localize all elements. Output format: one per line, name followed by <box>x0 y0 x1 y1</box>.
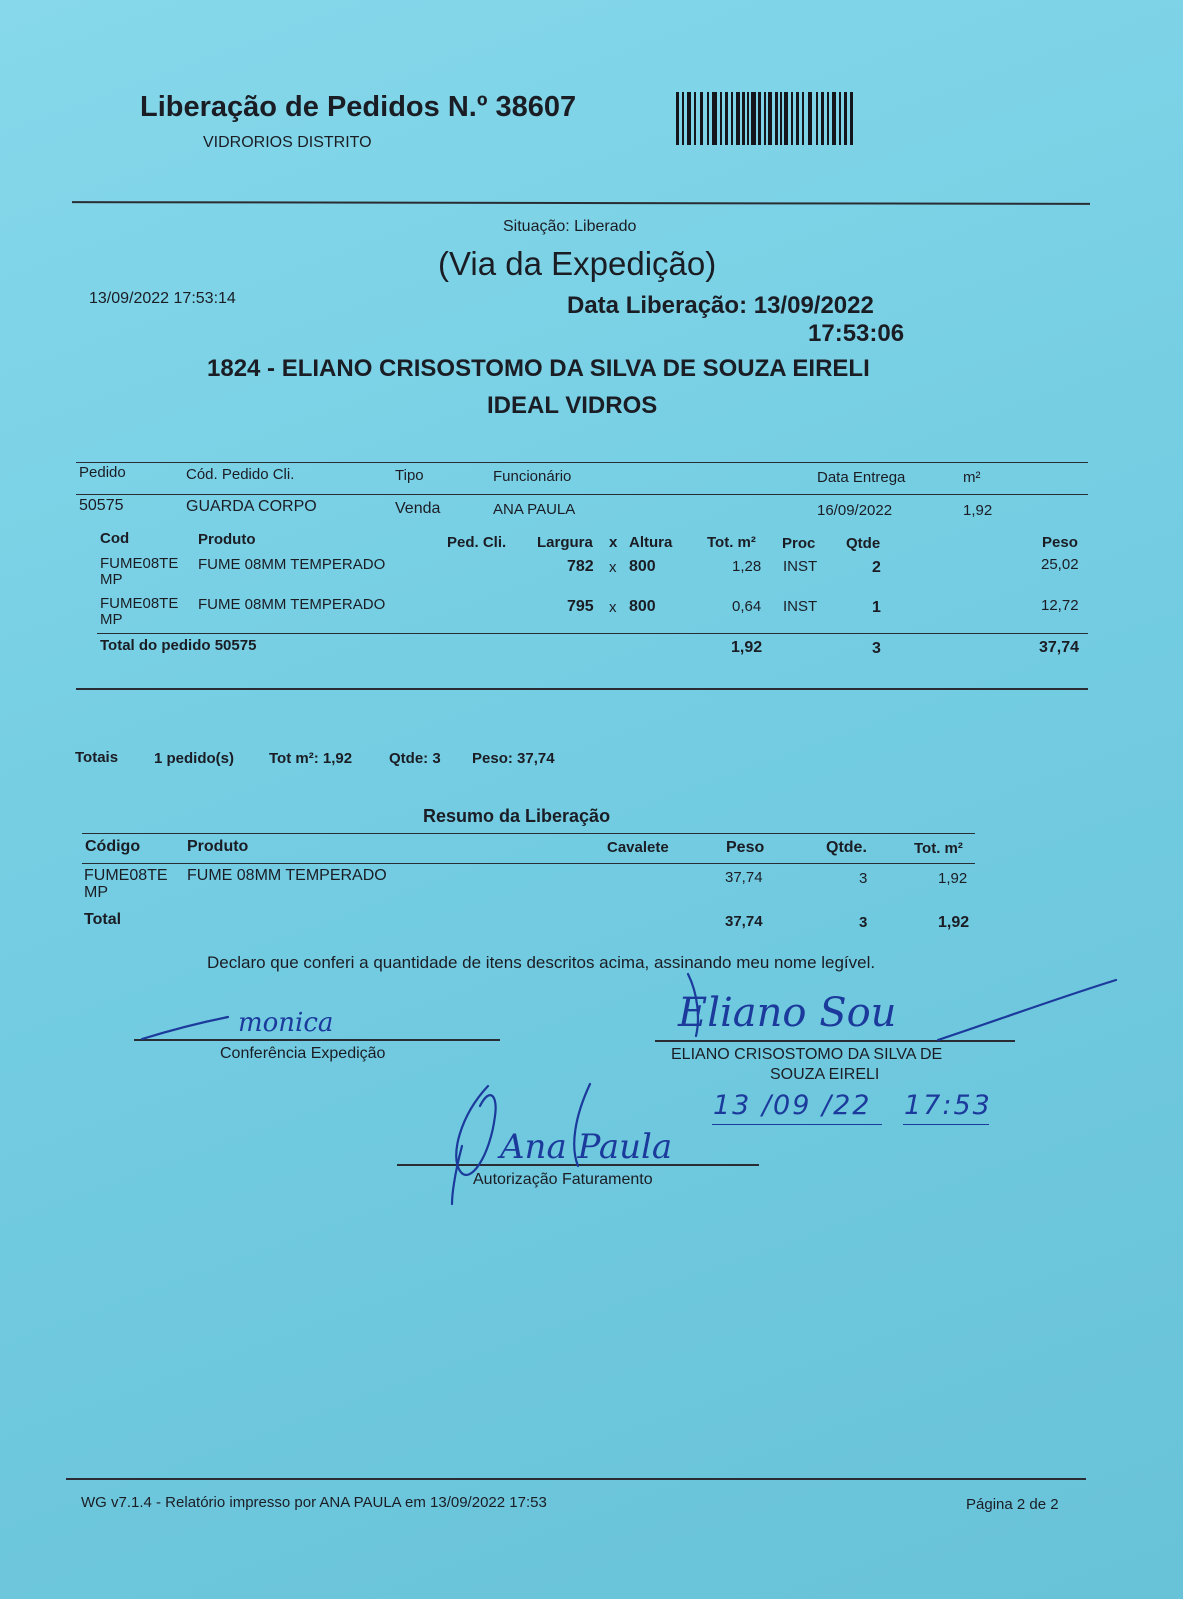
autorizacao-label: Autorização Faturamento <box>473 1171 653 1188</box>
order-employee: ANA PAULA <box>493 501 576 518</box>
page-number: Página 2 de 2 <box>966 1496 1059 1513</box>
col-data-entrega: Data Entrega <box>817 469 906 486</box>
order-total-m2: 1,92 <box>731 639 763 656</box>
summary-title: Resumo da Liberação <box>423 806 611 826</box>
summary-code: FUME08TE <box>84 867 168 884</box>
client-trade-name: IDEAL VIDROS <box>487 392 658 419</box>
items-col-qtde: Qtde <box>846 535 881 552</box>
summary-weight: 37,74 <box>725 869 763 886</box>
totals-weight: Peso: 37,74 <box>472 750 555 767</box>
item-x: x <box>609 559 617 576</box>
items-col-proc: Proc <box>782 535 816 552</box>
item-x: x <box>609 599 617 616</box>
item-width: 795 <box>567 598 594 615</box>
via-label: (Via da Expedição) <box>438 245 717 282</box>
summary-qty: 3 <box>859 870 868 887</box>
col-tipo: Tipo <box>395 467 424 484</box>
divider <box>82 863 975 864</box>
item-code-suffix: MP <box>100 611 123 628</box>
summary-total-qty: 3 <box>859 914 868 931</box>
order-total-weight: 37,74 <box>1039 639 1080 656</box>
summary-col-tot-m2: Tot. m² <box>914 840 963 857</box>
item-proc: INST <box>783 598 818 615</box>
divider <box>82 833 975 834</box>
handwritten-date: 13 /09 /22 <box>713 1090 872 1121</box>
item-code-suffix: MP <box>100 571 123 588</box>
item-code: FUME08TE <box>100 595 179 612</box>
svg-text:Eliano Sou: Eliano Sou <box>678 990 897 1036</box>
divider <box>97 633 1088 634</box>
status-text: Situação: Liberado <box>503 218 637 235</box>
client-signature-label-2: SOUZA EIRELI <box>770 1066 880 1083</box>
summary-total-weight: 37,74 <box>725 913 763 930</box>
summary-code-suffix: MP <box>84 884 108 901</box>
totals-m2: Tot m²: 1,92 <box>269 750 353 767</box>
summary-col-produto: Produto <box>187 838 249 855</box>
divider <box>72 201 1090 205</box>
item-width: 782 <box>567 558 594 575</box>
item-tot-m2: 1,28 <box>732 558 762 575</box>
document-title: Liberação de Pedidos N.º 38607 <box>140 91 577 123</box>
divider <box>76 462 1088 463</box>
totals-label: Totais <box>75 749 119 766</box>
release-time: 17:53:06 <box>808 320 905 347</box>
summary-col-cavalete: Cavalete <box>607 839 669 856</box>
summary-m2: 1,92 <box>938 870 968 887</box>
summary-col-peso: Peso <box>726 839 765 856</box>
order-m2: 1,92 <box>963 502 993 519</box>
items-col-produto: Produto <box>198 531 256 548</box>
items-col-peso: Peso <box>1042 534 1078 551</box>
conferencia-label: Conferência Expedição <box>220 1045 386 1062</box>
summary-product: FUME 08MM TEMPERADO <box>187 867 387 884</box>
items-col-x: x <box>609 534 618 551</box>
item-product: FUME 08MM TEMPERADO <box>198 556 386 573</box>
item-product: FUME 08MM TEMPERADO <box>198 596 386 613</box>
col-m2: m² <box>963 469 981 486</box>
divider <box>76 688 1088 690</box>
date-underline <box>712 1124 882 1125</box>
col-funcionario: Funcionário <box>493 468 572 485</box>
release-date: Data Liberação: 13/09/2022 <box>567 292 874 319</box>
svg-text:monica: monica <box>238 1008 334 1038</box>
client-name: 1824 - ELIANO CRISOSTOMO DA SILVA DE SOUZA EIRELI <box>207 355 870 382</box>
item-weight: 12,72 <box>1041 597 1079 614</box>
summary-total-m2: 1,92 <box>938 914 970 931</box>
order-number: 50575 <box>79 497 124 514</box>
declaration-text: Declaro que conferi a quantidade de itens descritos acima, assinando meu nome legível. <box>207 953 876 972</box>
items-col-altura: Altura <box>629 534 673 551</box>
printed-timestamp: 13/09/2022 17:53:14 <box>89 290 236 307</box>
item-height: 800 <box>629 558 656 575</box>
order-total-qty: 3 <box>872 640 881 657</box>
item-qty: 2 <box>872 559 881 576</box>
footer-divider <box>66 1478 1086 1480</box>
footer-print-info: WG v7.1.4 - Relatório impresso por ANA PAULA em 13/09/2022 17:53 <box>81 1494 547 1511</box>
divider <box>76 494 1088 495</box>
client-signature-label-1: ELIANO CRISOSTOMO DA SILVA DE <box>671 1046 943 1063</box>
order-total-label: Total do pedido 50575 <box>100 637 257 654</box>
barcode <box>676 92 856 145</box>
company-name: VIDRORIOS DISTRITO <box>203 134 372 151</box>
summary-total-label: Total <box>84 911 122 928</box>
summary-col-codigo: Código <box>85 838 141 855</box>
items-col-ped-cli: Ped. Cli. <box>447 534 507 551</box>
summary-col-qtde: Qtde. <box>826 839 867 856</box>
items-col-tot-m2: Tot. m² <box>707 534 756 551</box>
time-underline <box>903 1124 989 1125</box>
signature-conferencia <box>138 1003 368 1043</box>
items-col-largura: Largura <box>537 534 593 551</box>
totals-orders: 1 pedido(s) <box>154 750 235 767</box>
handwritten-time: 17:53 <box>904 1090 992 1121</box>
item-weight: 25,02 <box>1041 556 1079 573</box>
signature-client <box>658 964 1118 1064</box>
item-proc: INST <box>783 558 818 575</box>
order-client-code: GUARDA CORPO <box>186 498 317 515</box>
col-pedido: Pedido <box>79 464 126 481</box>
svg-text:Ana Paula: Ana Paula <box>500 1127 673 1167</box>
order-delivery-date: 16/09/2022 <box>817 502 893 519</box>
items-col-cod: Cod <box>100 530 130 547</box>
item-code: FUME08TE <box>100 555 179 572</box>
item-qty: 1 <box>872 599 881 616</box>
order-type: Venda <box>395 500 441 517</box>
signature-autorizacao <box>450 1076 710 1206</box>
col-cod-pedido-cli: Cód. Pedido Cli. <box>186 466 295 483</box>
item-tot-m2: 0,64 <box>732 598 762 615</box>
item-height: 800 <box>629 598 656 615</box>
totals-qty: Qtde: 3 <box>389 750 441 767</box>
